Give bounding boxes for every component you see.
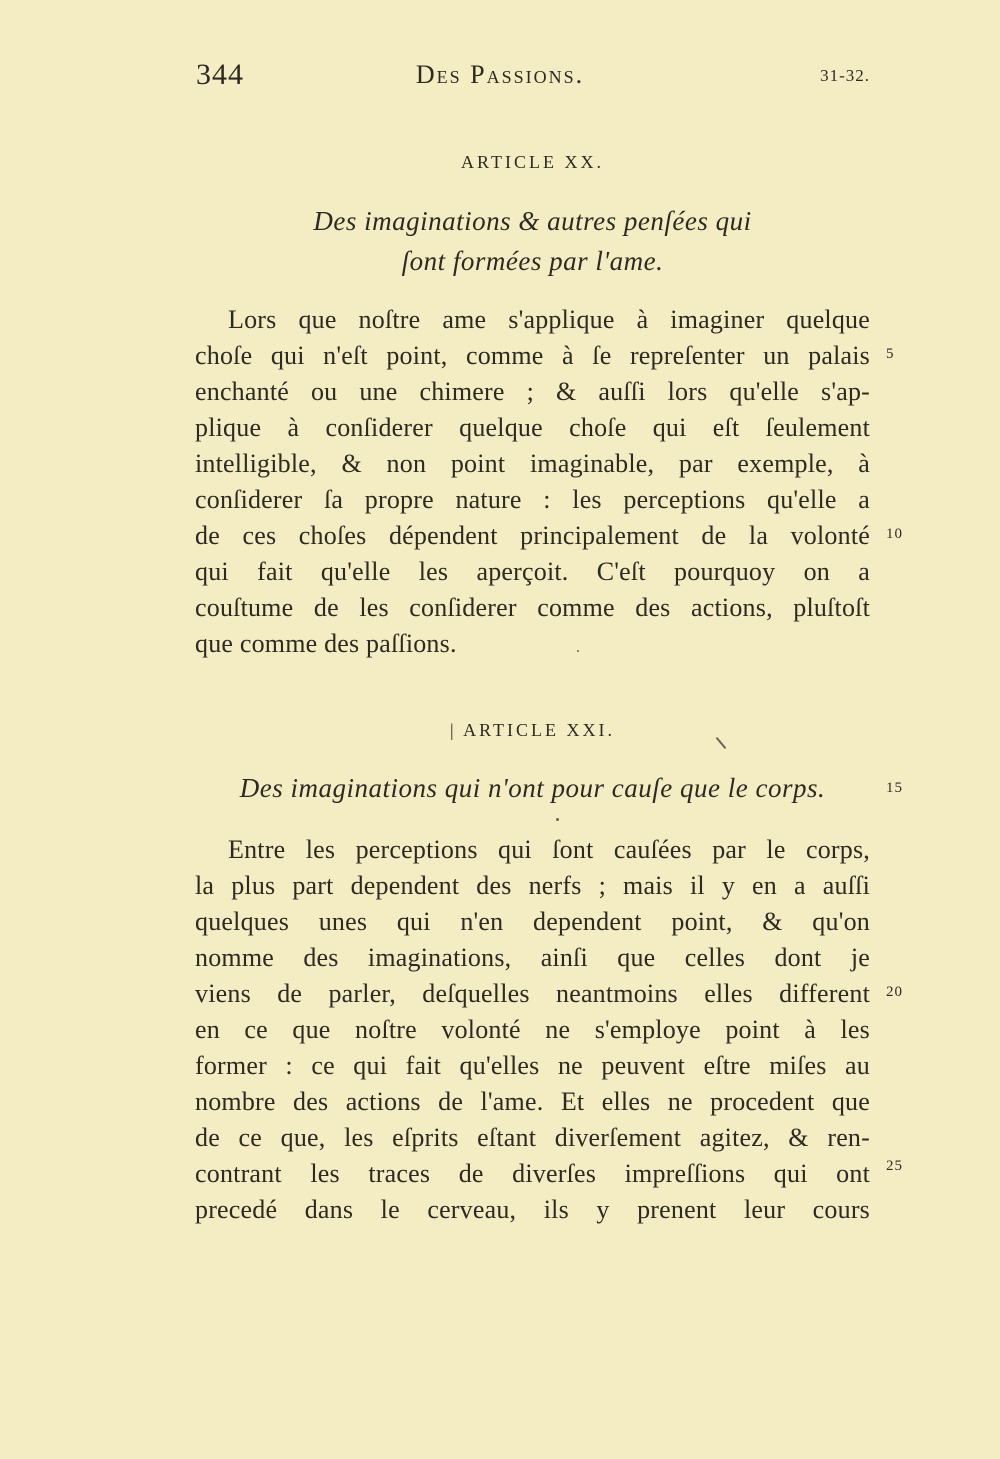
text-line: nomme des imaginations, ainſi que celles dont je <box>195 943 870 972</box>
text-line: Entre les perceptions qui ſont cauſées par le corps, <box>228 835 870 864</box>
page-header <box>0 58 1000 98</box>
article-xx-title-line-1: Des imaginations & autres penſées qui <box>313 206 752 236</box>
margin-line-number: 20 <box>886 984 903 1000</box>
margin-line-number: 5 <box>886 346 895 362</box>
folio-reference: 31-32. <box>820 66 870 85</box>
article-xx-title-line-2: ſont formées par l'ame. <box>401 246 664 276</box>
margin-line-number: 25 <box>886 1158 903 1174</box>
text-line: contrant les traces de diverſes impreſſions qui ont <box>195 1159 870 1188</box>
article-xx-label: ARTICLE XX. <box>461 152 604 172</box>
text-line: choſe qui n'eſt point, comme à ſe repreſenter un palais <box>195 341 870 370</box>
print-speck <box>556 818 559 821</box>
text-line: quelques unes qui n'en dependent point, & qu'on <box>195 907 870 936</box>
article-xxi-label: | ARTICLE XXI. <box>449 720 615 740</box>
text-line: intelligible, & non point imaginable, par exemple, à <box>195 449 870 478</box>
page-number: 344 <box>196 58 244 91</box>
print-speck <box>577 650 579 652</box>
text-line: conſiderer ſa propre nature : les perceptions qu'elle a <box>195 485 870 514</box>
text-line: qui fait qu'elle les aperçoit. C'eſt pourquoy on a <box>195 557 870 586</box>
article-xxi-title: Des imaginations qui n'ont pour cauſe que le corps. <box>239 773 826 803</box>
text-line: nombre des actions de l'ame. Et elles ne procedent que <box>195 1087 870 1116</box>
running-title: Des Passions. <box>415 60 585 89</box>
text-line: que comme des paſſions. <box>195 629 457 658</box>
text-line: couſtume de les conſiderer comme des actions, pluſtoſt <box>195 593 870 622</box>
text-line: plique à conſiderer quelque choſe qui eſt ſeulement <box>195 413 870 442</box>
text-line: de ce que, les eſprits eſtant diverſement agitez, & ren- <box>195 1123 870 1152</box>
text-line: de ces choſes dépendent principalement de la volonté <box>195 521 870 550</box>
text-line: la plus part dependent des nerfs ; mais il y en a auſſi <box>195 871 870 900</box>
text-line: precedé dans le cerveau, ils y prenent leur cours <box>195 1195 870 1224</box>
text-line: en ce que noſtre volonté ne s'employe point à les <box>195 1015 870 1044</box>
text-line: former : ce qui fait qu'elles ne peuvent eſtre miſes au <box>195 1051 870 1080</box>
margin-line-number: 10 <box>886 526 903 542</box>
margin-line-number: 15 <box>886 780 903 796</box>
text-line: viens de parler, deſquelles neantmoins elles different <box>195 979 870 1008</box>
text-line: enchanté ou une chimere ; & auſſi lors qu'elle s'ap- <box>195 377 870 406</box>
text-line: Lors que noſtre ame s'applique à imaginer quelque <box>228 305 870 334</box>
